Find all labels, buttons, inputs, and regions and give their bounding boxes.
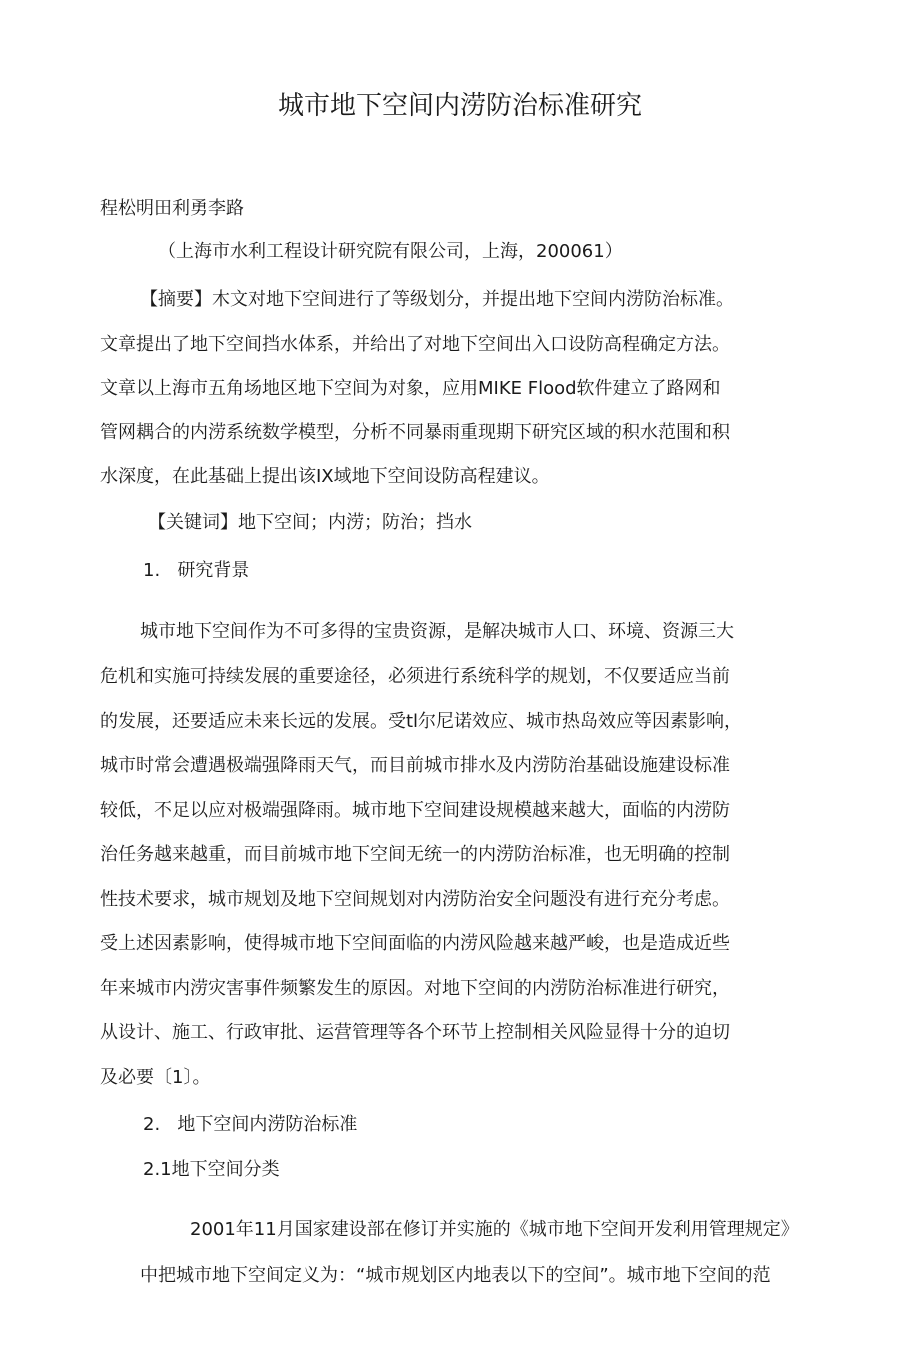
abstract-line: 管网耦合的内涝系统数学模型，分析不同暴雨重现期下研究区域的积水范围和积 [100, 422, 730, 443]
keywords: 【关键词】地下空间；内涝；防治；挡水 [148, 512, 472, 533]
body-line: 及必要〔1〕。 [100, 1067, 211, 1088]
body-line: 受上述因素影响，使得城市地下空间面临的内涝风险越来越严峻，也是造成近些 [100, 933, 730, 954]
body-line: 2001年11月国家建设部在修订并实施的《城市地下空间开发利用管理规定》 [190, 1219, 799, 1240]
affiliation: （上海市水利工程设计研究院有限公司，上海，200061） [158, 241, 623, 262]
paper-title: 城市地下空间内涝防治标准研究 [277, 91, 642, 121]
body-line: 年来城市内涝灾害事件频繁发生的原因。对地下空间的内涝防治标准进行研究， [100, 978, 730, 999]
section-heading: 2. 地下空间内涝防治标准 [143, 1114, 358, 1135]
body-line: 城市地下空间作为不可多得的宝贵资源，是解决城市人口、环境、资源三大 [140, 621, 734, 642]
body-line: 中把城市地下空间定义为：“城市规划区内地表以下的空间”。城市地下空间的范 [140, 1265, 771, 1286]
body-line: 危机和实施可持续发展的重要途径，必须进行系统科学的规划，不仅要适应当前 [100, 666, 730, 687]
body-line: 性技术要求，城市规划及地下空间规划对内涝防治安全问题没有进行充分考虑。 [100, 889, 730, 910]
abstract-line: 文章提出了地下空间挡水体系，并给出了对地下空间出入口设防高程确定方法。 [100, 334, 730, 355]
body-line: 从设计、施工、行政审批、运营管理等各个环节上控制相关风险显得十分的迫切 [100, 1022, 730, 1043]
body-line: 治任务越来越重，而目前城市地下空间无统一的内涝防治标准，也无明确的控制 [100, 844, 730, 865]
subsection-heading: 2.1地下空间分类 [143, 1159, 280, 1180]
abstract-line: 文章以上海市五角场地区地下空间为对象，应用MIKE Flood软件建立了路网和 [100, 378, 721, 399]
body-line: 较低，不足以应对极端强降雨。城市地下空间建设规模越来越大，面临的内涝防 [100, 800, 730, 821]
abstract-line: 【摘要】木文对地下空间进行了等级划分，并提出地下空间内涝防治标准。 [140, 289, 734, 310]
body-line: 城市时常会遭遇极端强降雨天气，而目前城市排水及内涝防治基础设施建设标准 [100, 755, 730, 776]
section-heading: 1. 研究背景 [143, 560, 250, 581]
abstract-line: 水深度，在此基础上提出该IX域地下空间设防高程建议。 [100, 466, 550, 487]
body-line: 的发展，还要适应未来长远的发展。受tl尔尼诺效应、城市热岛效应等因素影响， [100, 711, 743, 732]
authors: 程松明田利勇李路 [100, 198, 244, 219]
